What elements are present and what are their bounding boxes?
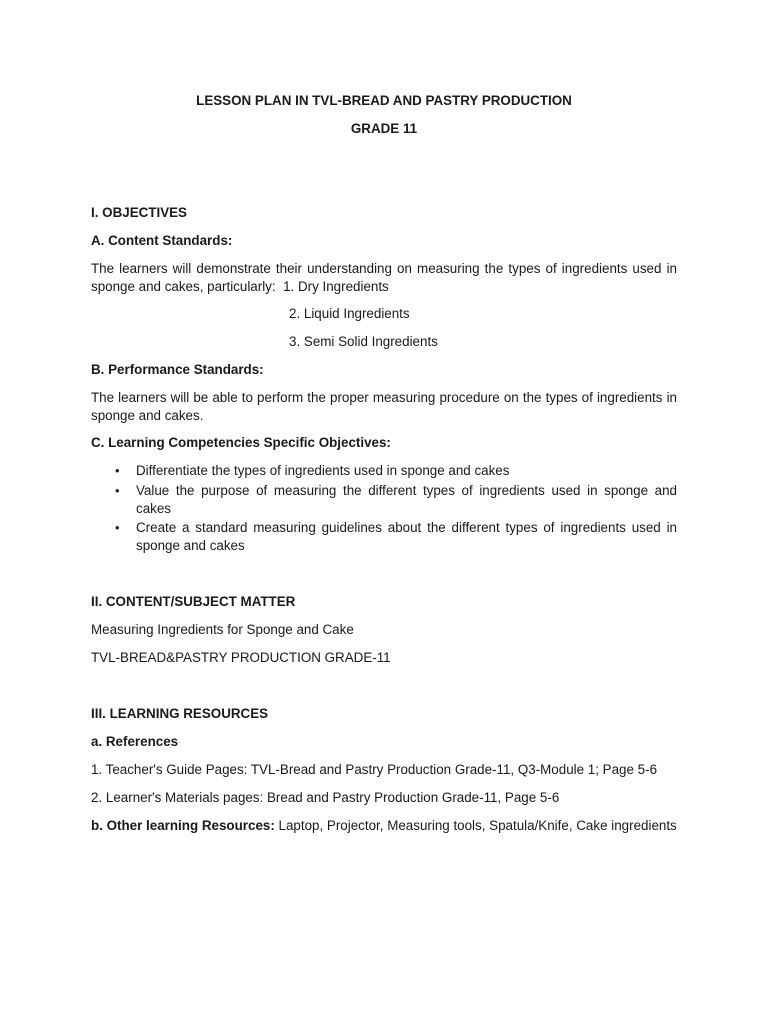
objectives-heading: I. OBJECTIVES <box>91 205 187 220</box>
content-heading: II. CONTENT/SUBJECT MATTER <box>91 594 296 609</box>
content-standards-heading: A. Content Standards: <box>91 233 233 248</box>
ingredient-item-liquid: 2. Liquid Ingredients <box>289 306 410 321</box>
bullet-dot: • <box>115 463 120 478</box>
competency-item: Value the purpose of measuring the different types of ingredients used in sponge and cakes <box>136 483 677 516</box>
ingredient-item-dry: 1. Dry Ingredients <box>283 279 389 294</box>
performance-standards-text: The learners will be able to perform the proper measuring procedure on the types of ingredients in sponge and cakes. <box>91 390 677 423</box>
ingredient-item-semisolid: 3. Semi Solid Ingredients <box>289 334 438 349</box>
references-heading: a. References <box>91 734 179 749</box>
content-standards-intro: The learners will demonstrate their understanding on measuring the types of ingredients used in sponge and cakes, particularly: 1. Dry Ingredients <box>91 261 677 294</box>
document-title: LESSON PLAN IN TVL-BREAD AND PASTRY PRODUCTION <box>196 93 572 108</box>
competencies-heading: C. Learning Competencies Specific Objectives: <box>91 435 391 450</box>
content-line: Measuring Ingredients for Sponge and Cake <box>91 622 354 637</box>
reference-item: 1. Teacher's Guide Pages: TVL-Bread and Pastry Production Grade-11, Q3-Module 1; Page 5-6 <box>91 762 658 777</box>
bullet-dot: • <box>115 483 120 498</box>
other-resources-text: Laptop, Projector, Measuring tools, Spatula/Knife, Cake ingredients <box>274 818 677 833</box>
content-line: TVL-BREAD&PASTRY PRODUCTION GRADE-11 <box>91 650 391 665</box>
resources-heading: III. LEARNING RESOURCES <box>91 706 269 721</box>
bullet-dot: • <box>115 520 120 535</box>
other-resources <box>91 817 677 835</box>
competency-item: Create a standard measuring guidelines about the different types of ingredients used in sponge and cakes <box>136 520 677 553</box>
grade-label: GRADE 11 <box>350 121 418 136</box>
performance-standards-heading: B. Performance Standards: <box>91 362 264 377</box>
reference-item: 2. Learner's Materials pages: Bread and Pastry Production Grade-11, Page 5-6 <box>91 790 560 805</box>
competency-item: Differentiate the types of ingredients used in sponge and cakes <box>136 463 510 478</box>
other-resources-label: b. Other learning Resources: <box>91 818 275 833</box>
